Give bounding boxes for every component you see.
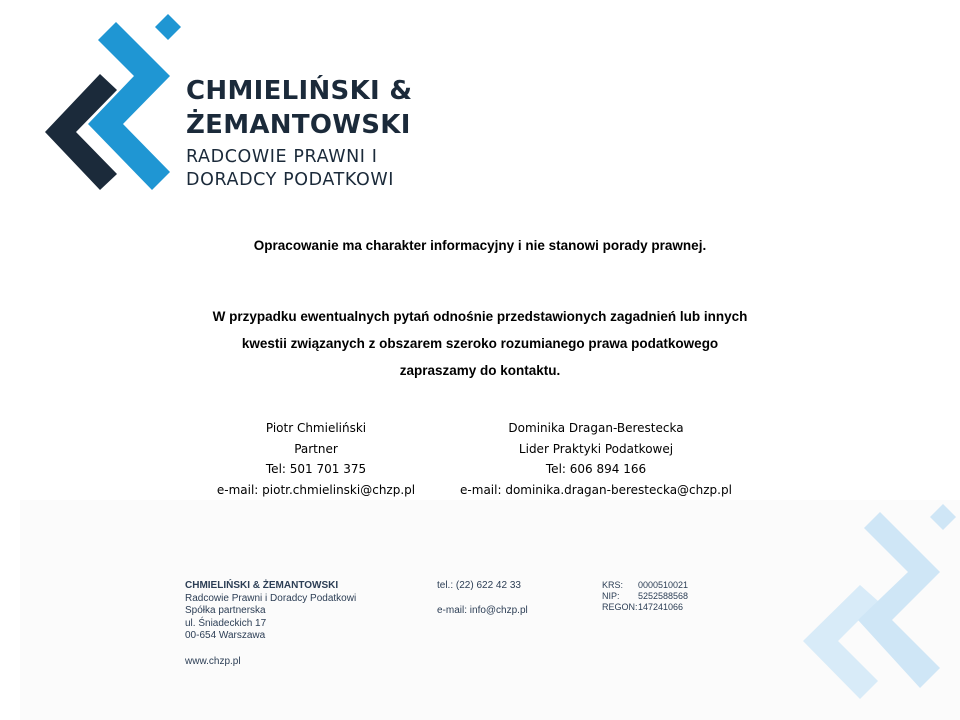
- contact-role: Lider Praktyki Podatkowej: [518, 441, 674, 456]
- logo-line-3: RADCOWIE PRAWNI I: [186, 147, 378, 167]
- contact-phone: Tel: 501 701 375: [265, 462, 367, 476]
- footer-company-block: [185, 580, 356, 668]
- contact-invitation: [0, 306, 960, 387]
- contact-phone: Tel: 606 894 166: [545, 462, 647, 476]
- footer-registry-block: [602, 580, 688, 613]
- footer-website-link[interactable]: www.chzp.pl: [185, 655, 241, 667]
- contact-card-piotr: [196, 418, 436, 500]
- invitation-line: W przypadku ewentualnych pytań odnośnie przedstawionych zagadnień lub innych: [212, 309, 748, 324]
- contact-role: Partner: [294, 441, 338, 456]
- contact-card-dominika: [446, 418, 746, 500]
- registry-key: REGON:: [602, 602, 638, 612]
- footer-registry-row: [602, 602, 688, 613]
- footer-company-line: 00-654 Warszawa: [185, 630, 266, 641]
- footer-email[interactable]: e-mail: info@chzp.pl: [437, 604, 528, 616]
- logo-line-2: ŻEMANTOWSKI: [186, 110, 411, 140]
- footer-registry-row: [602, 580, 688, 591]
- contact-name: Dominika Dragan-Berestecka: [508, 421, 684, 435]
- registry-key: NIP:: [602, 591, 620, 601]
- registry-value: 5252588568: [638, 591, 689, 601]
- footer-phone: tel.: (22) 622 42 33: [437, 580, 521, 591]
- contact-name: Piotr Chmieliński: [265, 421, 367, 435]
- footer-contact-block: [437, 580, 528, 617]
- company-logo-text: [186, 74, 412, 192]
- footer-registry-row: [602, 591, 688, 602]
- disclaimer-text: Opracowanie ma charakter informacyjny i nie stanowi porady prawnej.: [253, 238, 707, 253]
- company-logo-mark-icon: [45, 12, 185, 194]
- invitation-line: kwestii związanych z obszarem szeroko rozumianego prawa podatkowego: [241, 336, 719, 351]
- footer-chevron-decoration-icon: [780, 500, 960, 720]
- footer-company-line: Radcowie Prawni i Doradcy Podatkowi: [185, 592, 357, 604]
- logo-line-4: DORADCY PODATKOWI: [186, 170, 395, 190]
- registry-value: 147241066: [638, 602, 684, 612]
- logo-blue-square: [155, 14, 181, 40]
- footer-company-line: ul. Śniadeckich 17: [185, 617, 267, 629]
- footer-company-name: CHMIELIŃSKI & ŻEMANTOWSKI: [185, 580, 339, 591]
- footer-company-line: Spółka partnerska: [185, 605, 266, 616]
- registry-value: 0000510021: [638, 580, 689, 590]
- logo-line-1: CHMIELIŃSKI &: [186, 76, 413, 106]
- contact-email[interactable]: e-mail: piotr.chmielinski@chzp.pl: [216, 482, 416, 497]
- contact-email[interactable]: e-mail: dominika.dragan-berestecka@chzp.pl: [460, 482, 732, 497]
- invitation-line: zapraszamy do kontaktu.: [399, 363, 561, 378]
- registry-key: KRS:: [602, 580, 624, 590]
